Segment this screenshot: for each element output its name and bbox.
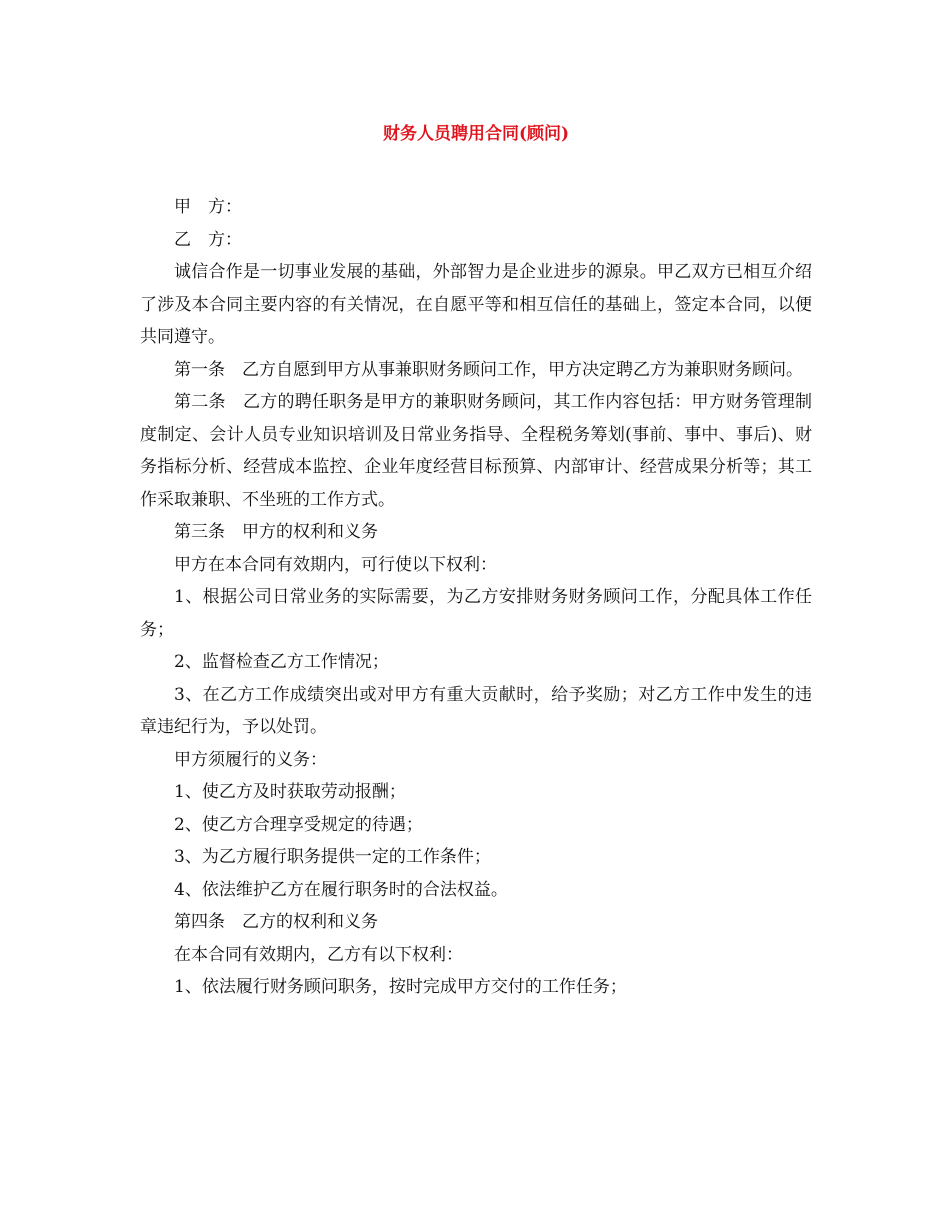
document-body — [140, 191, 812, 1004]
party-a-rights-intro: 甲方在本合同有效期内，可行使以下权利： — [174, 554, 497, 575]
party-a-line: 甲 方： — [174, 197, 242, 217]
article-4-heading: 第四条 乙方的权利和义务 — [174, 912, 378, 932]
party-a-duty-4: 4、依法维护乙方在履行职务时的合法权益。 — [174, 879, 508, 900]
article-2-paragraph: 第二条 乙方的聘任职务是甲方的兼职财务顾问，其工作内容包括：甲方财务管理制度制定、会计人员专业知识培训及日常业务指导、全程税务筹划(事前、事中、事后)、财务指标分析、经营成本监控、企业年度经营目标预算、内部审计、经营成果分析等；其工作采取兼职、不坐班的工作方式。 — [140, 392, 812, 510]
article-3-heading: 第三条 甲方的权利和义务 — [174, 522, 378, 542]
party-b-rights-intro: 在本合同有效期内，乙方有以下权利： — [174, 944, 463, 965]
party-b-right-1: 1、依法履行财务顾问职务，按时完成甲方交付的工作任务； — [174, 977, 627, 997]
article-1-paragraph: 第一条 乙方自愿到甲方从事兼职财务顾问工作，甲方决定聘乙方为兼职财务顾问。 — [174, 359, 803, 380]
party-b-line: 乙 方： — [174, 229, 242, 250]
party-a-duty-1: 1、使乙方及时获取劳动报酬； — [174, 782, 406, 802]
party-a-duties-intro: 甲方须履行的义务： — [174, 749, 327, 770]
document-page — [140, 0, 812, 1230]
preamble-paragraph: 诚信合作是一切事业发展的基础，外部智力是企业进步的源泉。甲乙双方已相互介绍了涉及本合同主要内容的有关情况，在自愿平等和相互信任的基础上，签定本合同，以便共同遵守。 — [140, 262, 812, 347]
party-a-right-2: 2、监督检查乙方工作情况； — [174, 652, 389, 672]
party-a-duty-3: 3、为乙方履行职务提供一定的工作条件； — [174, 847, 491, 867]
party-a-right-1: 1、根据公司日常业务的实际需要，为乙方安排财务财务顾问工作，分配具体工作任务； — [140, 587, 812, 640]
party-a-right-3: 3、在乙方工作成绩突出或对甲方有重大贡献时，给予奖励；对乙方工作中发生的违章违纪行为，予以处罚。 — [140, 684, 812, 737]
document-title: 财务人员聘用合同(顾问) — [382, 124, 570, 144]
party-a-duty-2: 2、使乙方合理享受规定的待遇； — [174, 814, 423, 835]
